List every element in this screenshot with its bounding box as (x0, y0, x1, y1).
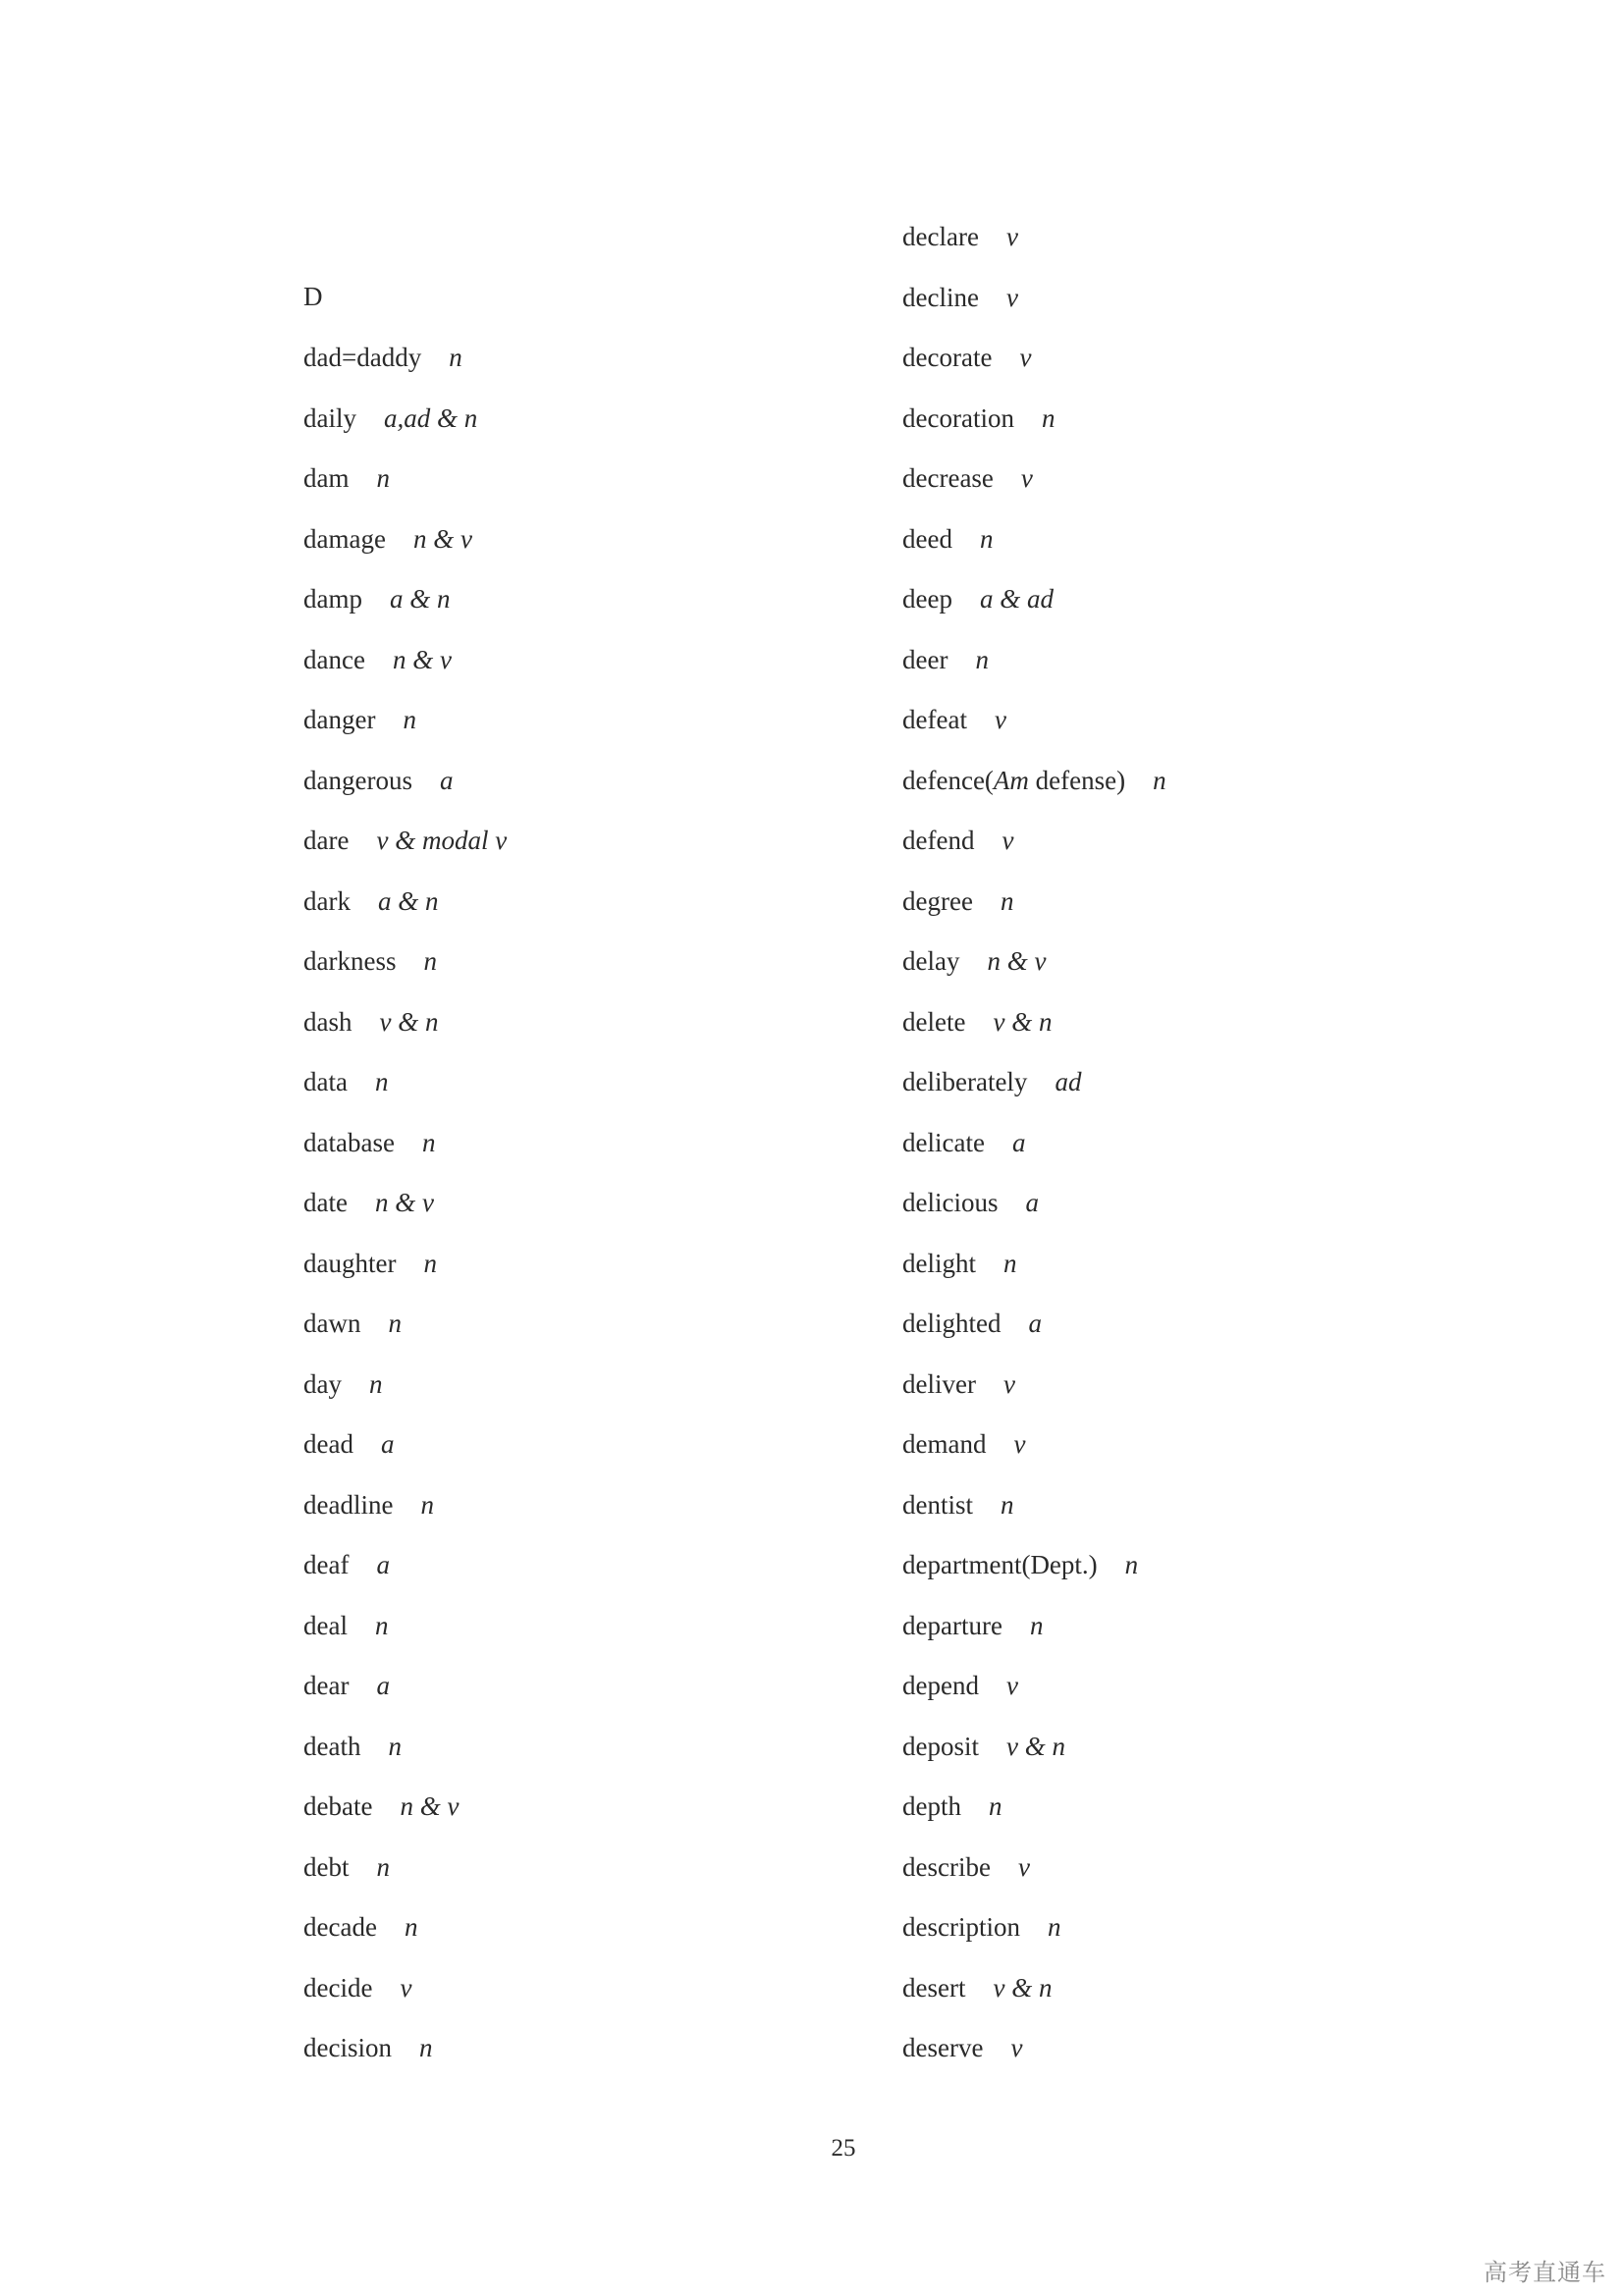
part-of-speech: n (420, 1489, 434, 1520)
entry-word: darkness (303, 946, 397, 976)
word-entry (902, 401, 1055, 435)
part-of-speech: n (1003, 1248, 1017, 1278)
entry-word: depend (902, 1671, 979, 1700)
entry-word: death (303, 1731, 361, 1761)
entry-word: delight (902, 1248, 976, 1278)
entry-word: describe (902, 1851, 991, 1882)
part-of-speech: n (368, 1368, 383, 1399)
word-entry (303, 1186, 434, 1219)
entry-word: deal (303, 1610, 348, 1640)
part-of-speech: n (404, 1912, 418, 1942)
entry-word: desert (902, 1972, 966, 2002)
part-of-speech: n (989, 1791, 1002, 1821)
entry-word: demand (902, 1429, 987, 1459)
part-of-speech: v (1010, 2033, 1023, 2062)
entry-word-tail: defense) (1028, 765, 1126, 795)
part-of-speech: v & modal v (376, 826, 508, 855)
entry-word: departure (902, 1610, 1002, 1640)
word-entry (303, 1910, 417, 1944)
word-entry (902, 1367, 1015, 1401)
entry-variant-label: Am (993, 765, 1029, 795)
part-of-speech: a,ad & n (384, 402, 478, 433)
entry-word: deep (902, 584, 952, 614)
word-entry (902, 1730, 1065, 1763)
entry-word: degree (902, 885, 973, 916)
word-entry (902, 1548, 1138, 1581)
word-entry (303, 703, 416, 736)
word-entry (902, 1005, 1052, 1039)
entry-word: database (303, 1127, 395, 1157)
part-of-speech: a (376, 1671, 390, 1700)
part-of-speech: a (1025, 1188, 1039, 1217)
entry-word: dam (303, 463, 350, 493)
entry-word: debt (303, 1851, 350, 1882)
part-of-speech: v (994, 705, 1006, 734)
part-of-speech: v (1005, 1671, 1018, 1700)
entry-word: dead (303, 1429, 353, 1459)
entry-word: defence( (902, 765, 994, 795)
word-entry (303, 1367, 382, 1401)
entry-word: dentist (902, 1489, 973, 1520)
word-entry (303, 522, 472, 556)
word-entry (303, 1427, 394, 1461)
part-of-speech: n & v (987, 946, 1047, 976)
entry-word: delighted (902, 1308, 1001, 1338)
part-of-speech: n & v (374, 1188, 434, 1217)
word-entry (902, 643, 989, 676)
entry-word: date (303, 1188, 348, 1217)
part-of-speech: v (1020, 463, 1033, 493)
entry-word: deliver (902, 1368, 976, 1399)
part-of-speech: a & ad (979, 584, 1054, 614)
part-of-speech: a (439, 765, 454, 795)
entry-word: dance (303, 644, 365, 674)
entry-word: defeat (902, 705, 967, 734)
part-of-speech: n (1153, 765, 1166, 795)
part-of-speech: n (376, 1851, 390, 1882)
part-of-speech: n & v (400, 1791, 460, 1821)
part-of-speech: v (1005, 222, 1018, 251)
part-of-speech: v (400, 1972, 412, 2002)
entry-word: daughter (303, 1248, 397, 1278)
entry-word: deadline (303, 1489, 394, 1520)
part-of-speech: v (1017, 1851, 1030, 1882)
word-entry (902, 582, 1054, 615)
entry-word: danger (303, 705, 376, 734)
entry-word: dash (303, 1006, 352, 1037)
entry-word: dangerous (303, 765, 412, 795)
word-entry (303, 1126, 435, 1159)
word-entry (303, 1789, 459, 1823)
entry-word: delay (902, 946, 960, 976)
part-of-speech: n (1029, 1610, 1044, 1640)
entry-word: delicious (902, 1188, 999, 1217)
part-of-speech: n (374, 1067, 389, 1096)
word-entry (303, 401, 477, 435)
part-of-speech: a (1028, 1308, 1042, 1338)
entry-word: dark (303, 885, 351, 916)
part-of-speech: v (1002, 1368, 1015, 1399)
part-of-speech: n (1041, 402, 1056, 433)
section-letter-heading: D (303, 282, 323, 311)
part-of-speech: a (380, 1429, 395, 1459)
word-entry (303, 1609, 388, 1642)
part-of-speech: n (423, 946, 437, 976)
word-entry (902, 1065, 1081, 1098)
part-of-speech: v & n (1006, 1731, 1065, 1761)
word-entry (902, 1789, 1002, 1823)
entry-word: deaf (303, 1550, 350, 1579)
word-entry (902, 1971, 1052, 2004)
part-of-speech: v & n (993, 1006, 1053, 1037)
word-entry (303, 1488, 434, 1522)
part-of-speech: v (1005, 282, 1018, 312)
word-entry (303, 1669, 390, 1702)
entry-word: delicate (902, 1127, 985, 1157)
part-of-speech: n & v (412, 523, 472, 554)
word-entry (902, 824, 1013, 857)
word-entry (902, 1186, 1039, 1219)
word-entry (902, 703, 1006, 736)
word-entry (902, 461, 1033, 495)
part-of-speech: n (1124, 1550, 1139, 1579)
part-of-speech: v & n (379, 1006, 439, 1037)
word-entry (303, 1065, 388, 1098)
part-of-speech: a & n (377, 885, 439, 916)
word-entry (902, 1247, 1017, 1280)
entry-word: dawn (303, 1308, 361, 1338)
entry-word: dear (303, 1671, 350, 1700)
entry-word: dare (303, 826, 350, 855)
entry-word: declare (902, 222, 979, 251)
word-entry (902, 220, 1018, 253)
word-entry (902, 1126, 1025, 1159)
word-entry (303, 944, 437, 978)
part-of-speech: v (1013, 1429, 1026, 1459)
entry-word: daily (303, 402, 356, 433)
entry-word: deed (902, 523, 952, 554)
entry-word: delete (902, 1006, 966, 1037)
word-entry (902, 522, 993, 556)
word-entry (303, 764, 453, 797)
entry-word: decoration (902, 402, 1014, 433)
entry-word: day (303, 1368, 342, 1399)
word-entry (303, 341, 462, 374)
entry-word: debate (303, 1791, 373, 1821)
entry-word: deliberately (902, 1067, 1028, 1096)
word-entry (303, 1307, 402, 1340)
part-of-speech: v & n (993, 1972, 1053, 2002)
part-of-speech: n (374, 1610, 389, 1640)
part-of-speech: n (388, 1731, 402, 1761)
word-entry (303, 884, 439, 918)
word-entry (902, 1850, 1030, 1884)
part-of-speech: a (376, 1550, 390, 1579)
part-of-speech: n (975, 644, 989, 674)
entry-word: damp (303, 584, 362, 614)
entry-word: deserve (902, 2033, 984, 2062)
word-entry (303, 461, 390, 495)
word-entry (303, 1730, 402, 1763)
entry-word: department(Dept.) (902, 1550, 1098, 1579)
word-entry (303, 1247, 437, 1280)
page-number: 25 (831, 2135, 856, 2162)
word-entry (902, 281, 1018, 314)
part-of-speech: n (421, 1127, 436, 1157)
word-entry (303, 582, 451, 615)
word-entry (902, 1910, 1060, 1944)
part-of-speech: n (1001, 1489, 1014, 1520)
entry-word: depth (902, 1791, 961, 1821)
word-entry (303, 824, 507, 857)
entry-word: deposit (902, 1731, 979, 1761)
part-of-speech: ad (1055, 1067, 1082, 1096)
word-entry (303, 1850, 390, 1884)
entry-word: damage (303, 523, 386, 554)
entry-word: decade (303, 1912, 377, 1942)
word-entry (303, 1971, 411, 2004)
part-of-speech: n (1000, 885, 1014, 916)
part-of-speech: n (449, 343, 462, 372)
entry-word: decorate (902, 343, 993, 372)
entry-word: decision (303, 2033, 392, 2062)
watermark-logo: 高考直通车 (1484, 2259, 1606, 2286)
part-of-speech: n (376, 463, 390, 493)
part-of-speech: n & v (392, 644, 452, 674)
entry-word: defend (902, 826, 975, 855)
word-entry (902, 764, 1166, 797)
part-of-speech: n (1047, 1912, 1061, 1942)
entry-word: decide (303, 1972, 373, 2002)
part-of-speech: n (418, 2033, 433, 2062)
word-entry (902, 944, 1046, 978)
part-of-speech: n (423, 1248, 437, 1278)
entry-word: deer (902, 644, 948, 674)
word-entry (303, 1548, 390, 1581)
part-of-speech: n (403, 705, 416, 734)
entry-word: decrease (902, 463, 994, 493)
word-entry (902, 341, 1031, 374)
word-entry (902, 1669, 1018, 1702)
word-entry (902, 884, 1013, 918)
entry-word: dad=daddy (303, 343, 422, 372)
part-of-speech: v (1001, 826, 1014, 855)
entry-word: data (303, 1067, 348, 1096)
part-of-speech: a & n (390, 584, 451, 614)
part-of-speech: n (388, 1308, 402, 1338)
part-of-speech: a (1011, 1127, 1026, 1157)
word-entry (902, 1307, 1042, 1340)
word-entry (902, 1609, 1043, 1642)
entry-word: description (902, 1912, 1020, 1942)
word-entry (303, 643, 452, 676)
entry-word: decline (902, 282, 979, 312)
word-entry (902, 2031, 1022, 2064)
part-of-speech: n (979, 523, 994, 554)
word-entry (902, 1488, 1014, 1522)
part-of-speech: v (1019, 343, 1032, 372)
word-entry (303, 2031, 432, 2064)
word-entry (902, 1427, 1025, 1461)
word-entry (303, 1005, 439, 1039)
